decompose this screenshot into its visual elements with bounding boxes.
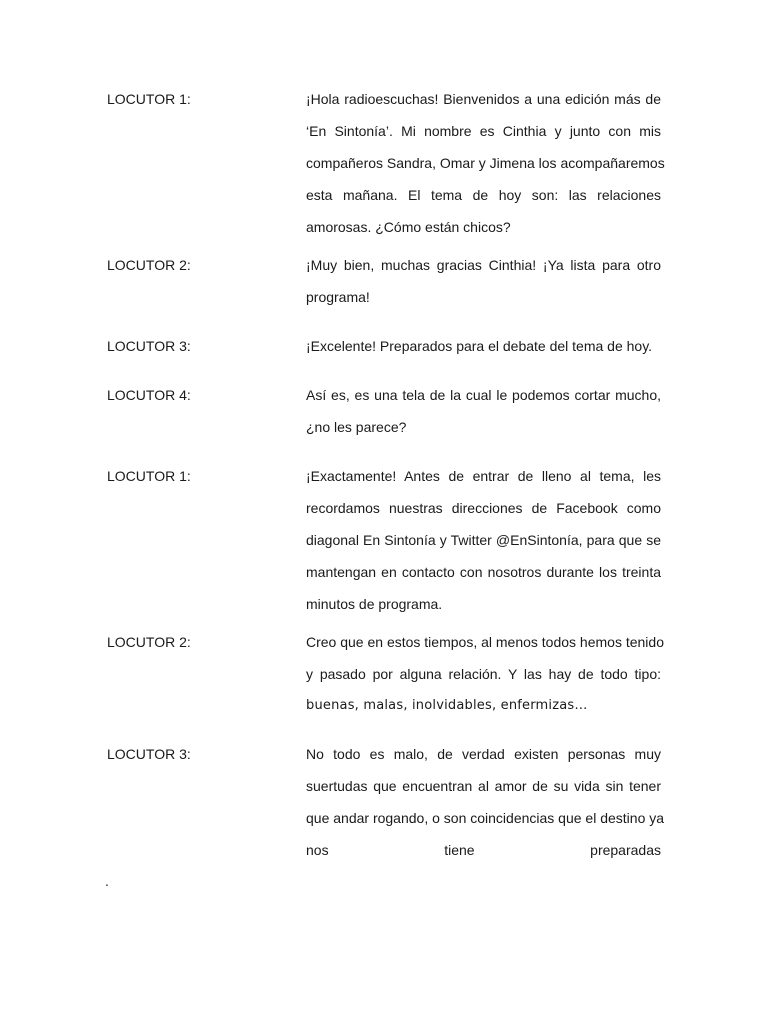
text-line: minutos de programa. [306, 596, 443, 612]
text-line: que andar rogando, o son coincidencias que el destino ya [306, 810, 665, 826]
text-line: No todo es malo, de verdad existen personas muy [306, 746, 661, 762]
text-line: amorosas. ¿Cómo están chicos? [306, 219, 511, 235]
text-line: suertudas que encuentran al amor de su vida sin tener [306, 778, 661, 794]
text-line: esta mañana. El tema de hoy son: las relaciones [306, 187, 661, 203]
text-line: ¡Exactamente! Antes de entrar de lleno al tema, les [306, 468, 661, 484]
speaker-label: LOCUTOR 2: [107, 634, 191, 650]
text-line: nos tiene preparadas [306, 842, 661, 858]
text-line: compañeros Sandra, Omar y Jimena los acompañaremos [306, 155, 665, 171]
text-line: programa! [306, 289, 370, 305]
text-line: ¡Hola radioescuchas! Bienvenidos a una edición más de [306, 91, 661, 107]
text-line: ¡Excelente! Preparados para el debate del tema de hoy. [306, 338, 653, 354]
dialogue-text [306, 460, 661, 620]
speaker-label: LOCUTOR 3: [107, 338, 191, 354]
text-line: buenas, malas, inolvidables, enfermizas… [306, 698, 588, 713]
text-line: diagonal En Sintonía y Twitter @EnSintonía, para que se [306, 532, 661, 548]
text-line: Así es, es una tela de la cual le podemos cortar mucho, [306, 387, 661, 403]
stray-period: . [105, 873, 109, 889]
text-line: ¿no les parece? [306, 419, 407, 435]
text-line: y pasado por alguna relación. Y las hay de todo tipo: [306, 666, 661, 682]
dialogue-text [306, 738, 665, 866]
speaker-label: LOCUTOR 1: [107, 91, 191, 107]
speaker-label: LOCUTOR 3: [107, 746, 191, 762]
text-line: recordamos nuestras direcciones de Facebook como [306, 500, 661, 516]
dialogue-text [306, 330, 661, 362]
dialogue-text [306, 379, 661, 443]
speaker-label: LOCUTOR 4: [107, 387, 191, 403]
dialogue-text [306, 626, 664, 722]
speaker-label: LOCUTOR 1: [107, 468, 191, 484]
dialogue-text [306, 249, 661, 313]
text-line: ¡Muy bien, muchas gracias Cinthia! ¡Ya lista para otro [306, 257, 661, 273]
text-line: ‘En Sintonía’. Mi nombre es Cinthia y junto con mis [306, 123, 661, 139]
dialogue-text [306, 83, 665, 243]
text-line: mantengan en contacto con nosotros durante los treinta [306, 564, 661, 580]
speaker-label: LOCUTOR 2: [107, 257, 191, 273]
text-line: Creo que en estos tiempos, al menos todos hemos tenido [306, 634, 664, 650]
